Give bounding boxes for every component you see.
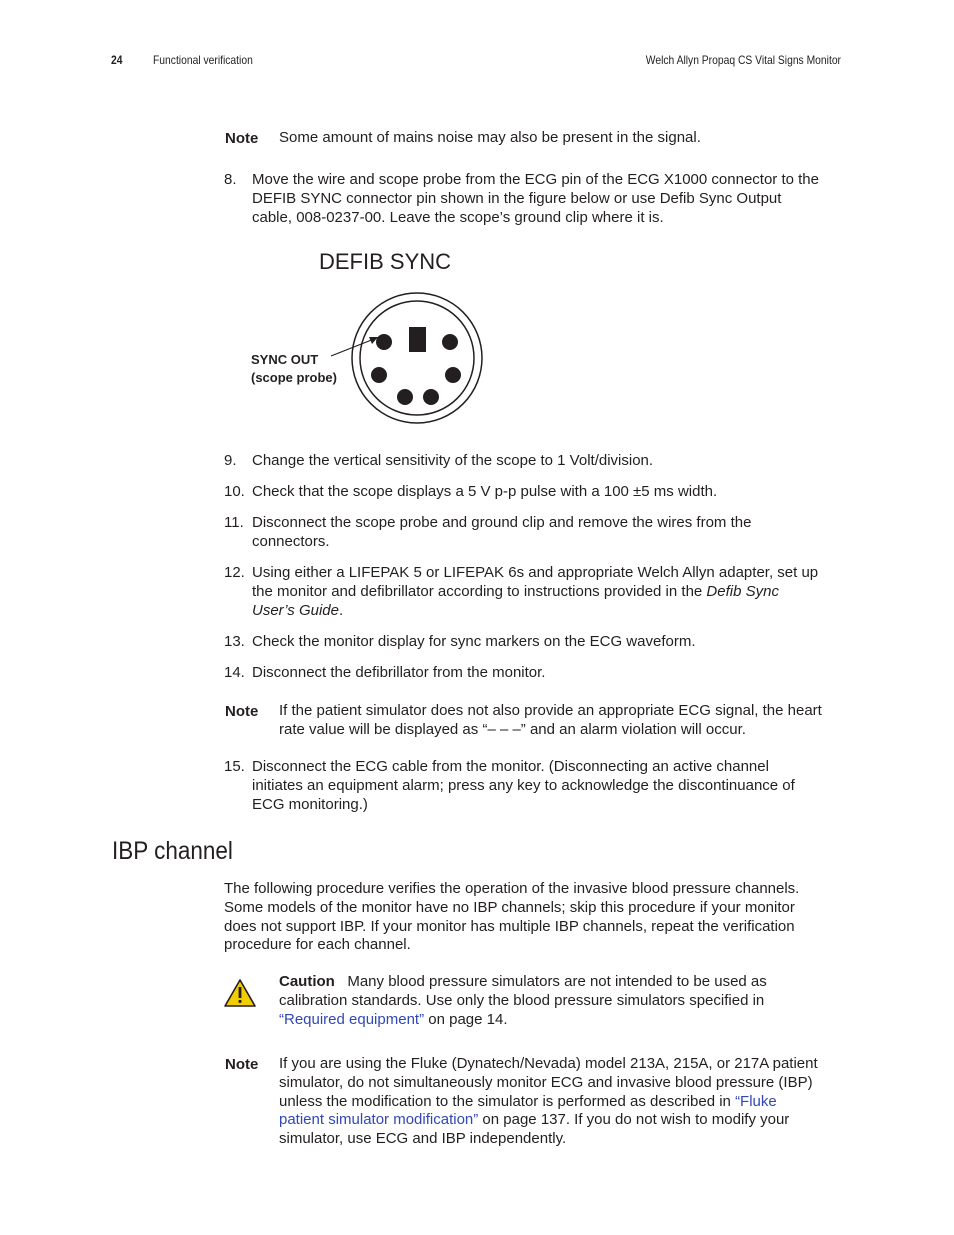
text-line: does not support IBP. If your monitor has multiple IBP channels, repeat the verification bbox=[224, 917, 795, 935]
text-line bbox=[279, 1111, 818, 1130]
step-number: 10. bbox=[224, 483, 245, 500]
text-line: Using either a LIFEPAK 5 or LIFEPAK 6s and appropriate Welch Allyn adapter, set up bbox=[252, 564, 819, 581]
step-text: Check that the scope displays a 5 V p-p pulse with a 100 ±5 ms width. bbox=[252, 483, 718, 500]
header-title: Welch Allyn Propaq CS Vital Signs Monitor bbox=[645, 53, 841, 67]
caution-spacer bbox=[335, 973, 348, 990]
text-line: The following procedure verifies the operation of the invasive blood pressure channels. bbox=[224, 880, 800, 897]
text-segment: the monitor and defibrillator according to instructions provided in the bbox=[252, 582, 707, 600]
step-text: Check the monitor display for sync markers on the ECG waveform. bbox=[252, 633, 696, 650]
text-line bbox=[279, 973, 767, 992]
text-line bbox=[279, 1093, 818, 1112]
text-segment: unless the modification to the simulator is performed as described in bbox=[279, 1092, 736, 1110]
text-line: Disconnect the ECG cable from the monitor. (Disconnecting an active channel bbox=[252, 758, 769, 775]
connector-pin-sync-out bbox=[376, 334, 392, 350]
text-line bbox=[252, 583, 818, 602]
step-number: 9. bbox=[224, 452, 237, 469]
page-number: 24 bbox=[111, 53, 123, 67]
text-line: cable, 008-0237-00. Leave the scope’s ground clip where it is. bbox=[252, 208, 664, 226]
note-label: Note bbox=[225, 130, 259, 147]
connector-pin bbox=[445, 367, 461, 383]
callout-sublabel: (scope probe) bbox=[251, 370, 337, 385]
connector-pin bbox=[397, 389, 413, 405]
step-text bbox=[252, 758, 795, 814]
connector-pin bbox=[442, 334, 458, 350]
text-line: Move the wire and scope probe from the ECG pin of the ECG X1000 connector to the bbox=[252, 171, 819, 188]
intro-paragraph bbox=[224, 880, 799, 955]
connector-pin bbox=[371, 367, 387, 383]
text-segment: on page 14. bbox=[424, 1010, 508, 1028]
text-line: procedure for each channel. bbox=[224, 936, 411, 954]
fluke-modification-link[interactable]: patient simulator modification” bbox=[279, 1111, 479, 1129]
fluke-modification-link[interactable]: “Fluke bbox=[735, 1092, 777, 1110]
header-section: Functional verification bbox=[153, 53, 253, 67]
step-number: 15. bbox=[224, 758, 245, 775]
connector-key bbox=[409, 327, 426, 352]
note-text bbox=[279, 702, 822, 740]
section-heading: IBP channel bbox=[112, 837, 233, 865]
step-number: 11. bbox=[224, 514, 244, 531]
connector-inner-ring bbox=[360, 301, 474, 415]
text-line: ECG monitoring.) bbox=[252, 795, 368, 813]
text-line: Disconnect the scope probe and ground clip and remove the wires from the bbox=[252, 514, 752, 531]
text-line bbox=[252, 602, 818, 621]
document-title-italic: Defib Sync bbox=[706, 582, 779, 600]
text-line: rate value will be displayed as “– – –” and an alarm violation will occur. bbox=[279, 720, 746, 738]
figure-title: DEFIB SYNC bbox=[319, 249, 452, 274]
warning-triangle-icon bbox=[223, 978, 257, 1008]
text-line bbox=[279, 1011, 767, 1030]
text-line: Some models of the monitor have no IBP channels; skip this procedure if your monitor bbox=[224, 898, 795, 916]
text-segment: on page 137. If you do not wish to modify your bbox=[478, 1111, 790, 1129]
text-line: calibration standards. Use only the blood pressure simulators specified in bbox=[279, 991, 765, 1009]
callout-label: SYNC OUT bbox=[251, 352, 319, 367]
defib-sync-connector-diagram bbox=[320, 290, 490, 430]
connector-pin bbox=[423, 389, 439, 405]
text-segment: . bbox=[338, 601, 344, 619]
step-text: Change the vertical sensitivity of the scope to 1 Volt/division. bbox=[252, 452, 654, 469]
step-text: Disconnect the defibrillator from the monitor. bbox=[252, 664, 546, 681]
step-number: 13. bbox=[224, 633, 245, 650]
caution-label: Caution bbox=[279, 973, 335, 990]
text-line: If the patient simulator does not also provide an appropriate ECG signal, the heart bbox=[279, 702, 822, 719]
note-label: Note bbox=[225, 1056, 259, 1073]
text-line: If you are using the Fluke (Dynatech/Nevada) model 213A, 215A, or 217A patient bbox=[279, 1055, 818, 1072]
document-title-italic: User’s Guide bbox=[252, 601, 339, 619]
note-text bbox=[279, 1055, 818, 1149]
text-line: simulator, do not simultaneously monitor ECG and invasive blood pressure (IBP) bbox=[279, 1073, 813, 1091]
required-equipment-link[interactable]: “Required equipment” bbox=[279, 1010, 425, 1028]
text-line: connectors. bbox=[252, 532, 330, 550]
note-label: Note bbox=[225, 703, 259, 720]
note-text: Some amount of mains noise may also be present in the signal. bbox=[279, 129, 701, 146]
caution-block bbox=[279, 973, 767, 1029]
step-text bbox=[252, 564, 818, 620]
text-line: DEFIB SYNC connector pin shown in the figure below or use Defib Sync Output bbox=[252, 189, 782, 207]
step-number: 8. bbox=[224, 171, 237, 188]
step-8-text bbox=[252, 171, 819, 227]
text-line: simulator, use ECG and IBP independently. bbox=[279, 1130, 567, 1148]
step-text bbox=[252, 514, 751, 552]
text-segment: Many blood pressure simulators are not intended to be used as bbox=[347, 973, 767, 990]
step-number: 14. bbox=[224, 664, 245, 681]
text-line: initiates an equipment alarm; press any key to acknowledge the discontinuance of bbox=[252, 776, 795, 794]
step-number: 12. bbox=[224, 564, 245, 581]
